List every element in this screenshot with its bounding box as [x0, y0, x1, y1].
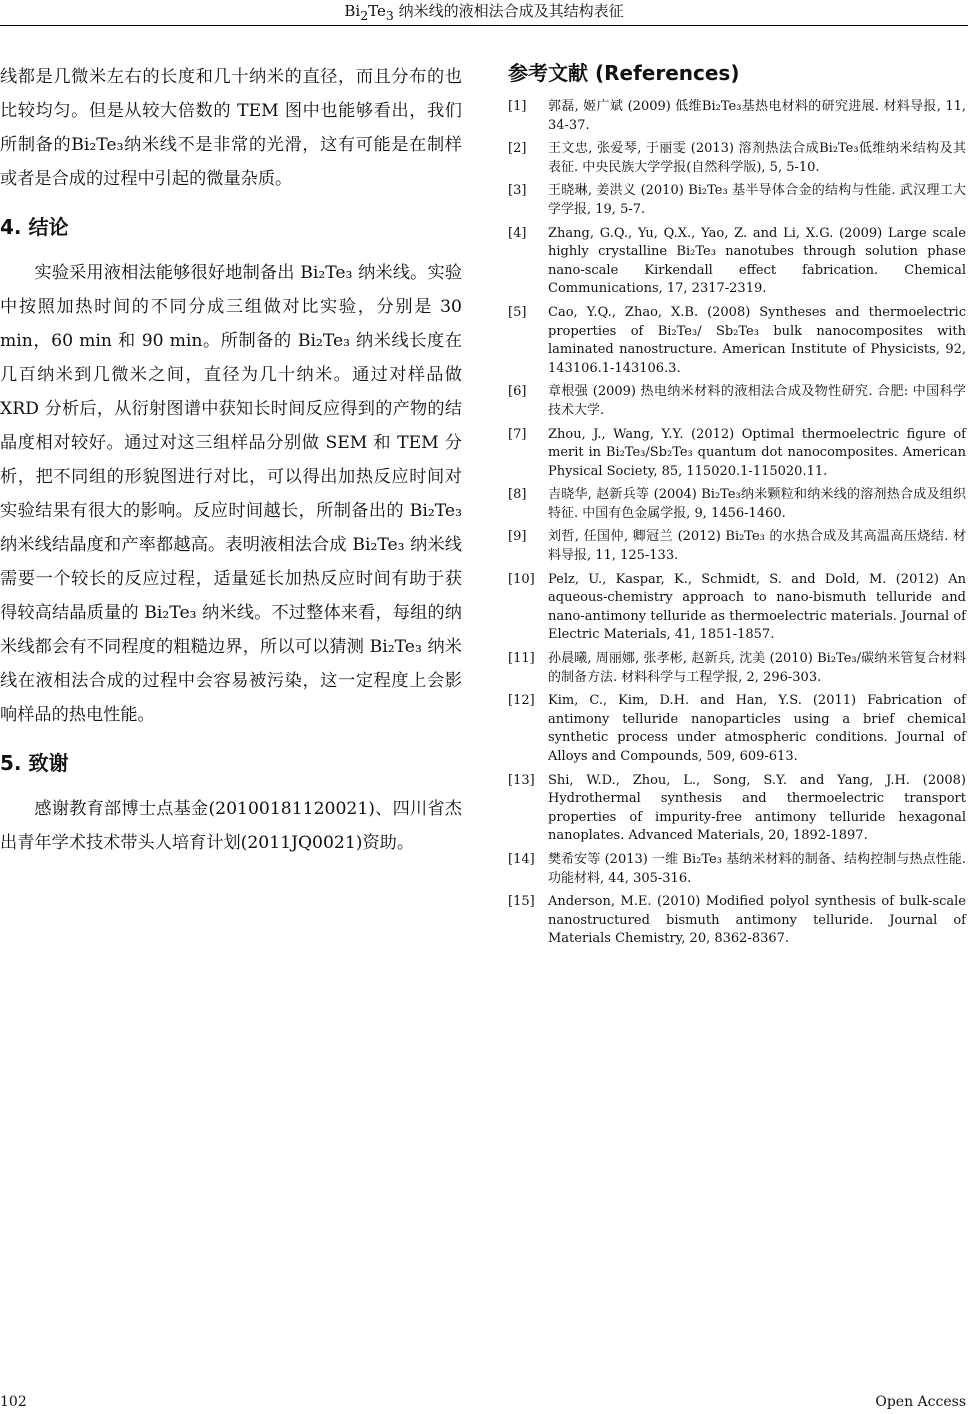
references-title: 参考文献 (References) [508, 61, 740, 85]
reference-number: [10] [508, 571, 535, 587]
reference-item [508, 650, 966, 687]
reference-text: 刘哲, 任国仲, 卿冠兰 (2012) Bi₂Te₃ 的水热合成及其高温高压烧结. 材料导报, 11, 125-133. [548, 529, 966, 564]
body-paragraph: 感谢教育部博士点基金(20100181120021)、四川省杰出青年学术技术带头人培育计划(2011JQ0021)资助。 [0, 799, 462, 853]
reference-number: [13] [508, 772, 535, 788]
reference-item [508, 383, 966, 420]
publisher-label: Open Access [875, 1394, 966, 1410]
references-column [508, 58, 966, 954]
reference-item [508, 98, 966, 135]
left-column [0, 60, 462, 860]
reference-item [508, 426, 966, 482]
reference-text: Zhou, J., Wang, Y.Y. (2012) Optimal thermoelectric figure of merit in Bi₂Te₃/Sb₂Te₃ quantum dot nanocomposites. American Physical Society, 85, 115020.1-115020.11. [548, 426, 966, 479]
reference-item [508, 851, 966, 888]
reference-number: [7] [508, 426, 527, 442]
header-title-pre: Bi [344, 2, 361, 20]
section-heading-conclusion: 4. 结论 [0, 215, 69, 239]
reference-number: [9] [508, 529, 527, 545]
reference-item [508, 692, 966, 766]
reference-item [508, 182, 966, 219]
reference-number: [3] [508, 183, 527, 199]
reference-number: [15] [508, 894, 535, 910]
page-number: 102 [0, 1394, 27, 1410]
reference-number: [8] [508, 487, 527, 503]
reference-item [508, 140, 966, 177]
reference-item [508, 893, 966, 949]
header-title-sub1: 2 [360, 8, 369, 23]
reference-text: Kim, C., Kim, D.H. and Han, Y.S. (2011) Fabrication of antimony telluride nanoparticles using a brief chemical synthetic process under atmospheric conditions. Journal of Alloys and Compounds, 509, 609-613. [548, 693, 966, 764]
reference-item [508, 486, 966, 523]
reference-item [508, 225, 966, 299]
section-heading-acknowledgement: 5. 致谢 [0, 751, 69, 775]
header-divider [0, 25, 968, 26]
reference-number: [12] [508, 693, 535, 709]
reference-text: 樊希安等 (2013) 一维 Bi₂Te₃ 基纳米材料的制备、结构控制与热点性能. 功能材料, 44, 305-316. [548, 851, 966, 886]
header-title-mid: Te [368, 2, 386, 20]
reference-text: 王晓琳, 姜洪义 (2010) Bi₂Te₃ 基半导体合金的结构与性能. 武汉理工大学学报, 19, 5-7. [548, 183, 966, 217]
reference-text: 王文忠, 张爱琴, 于丽雯 (2013) 溶剂热法合成Bi₂Te₃低维纳米结构及其表征. 中央民族大学学报(自然科学版), 5, 5-10. [548, 141, 966, 175]
header-title-post: 纳米线的液相法合成及其结构表征 [393, 2, 624, 20]
reference-item [508, 571, 966, 645]
reference-text: Cao, Y.Q., Zhao, X.B. (2008) Syntheses and thermoelectric properties of Bi₂Te₃/ Sb₂Te₃ bulk nanocomposites with laminated nanostructure. American Institute of Physicists, 92, 143106.1-143106.3. [548, 304, 966, 376]
reference-text: Pelz, U., Kaspar, K., Schmidt, S. and Dold, M. (2012) An aqueous-chemistry approach to nano-bismuth telluride and nano-antimony telluride as thermoelectric materials. Journal of Electric Materials, 41, 1851-1857. [548, 571, 966, 643]
reference-number: [5] [508, 304, 527, 320]
reference-item [508, 304, 966, 378]
reference-text: 郭磊, 姬广斌 (2009) 低维Bi₂Te₃基热电材料的研究进展. 材料导报, 11, 34-37. [548, 99, 966, 133]
running-header [0, 1, 968, 26]
body-paragraph: 线都是几微米左右的长度和几十纳米的直径，而且分布的也比较均匀。但是从较大倍数的 TEM 图中也能够看出，我们所制备的Bi₂Te₃纳米线不是非常的光滑，这有可能是在制样或者是合成的过程中引起的微量杂质。 [0, 67, 462, 189]
reference-text: 吉晓华, 赵新兵等 (2004) Bi₂Te₃纳米颗粒和纳米线的溶剂热合成及组织特征. 中国有色金属学报, 9, 1456-1460. [548, 487, 966, 521]
reference-number: [14] [508, 851, 535, 867]
reference-text: Shi, W.D., Zhou, L., Song, S.Y. and Yang, J.H. (2008) Hydrothermal synthesis and thermoelectric transport properties of impurity-free antimony telluride hexagonal nanoplates. Advanced Materials, 20, 1892-1897. [548, 772, 966, 844]
reference-number: [6] [508, 384, 527, 400]
reference-text: 章根强 (2009) 热电纳米材料的液相法合成及物性研究. 合肥: 中国科学技术大学. [548, 384, 966, 418]
reference-number: [11] [508, 651, 535, 667]
reference-text: 孙晨曦, 周丽娜, 张孝彬, 赵新兵, 沈美 (2010) Bi₂Te₃/碳纳米管复合材料的制备方法. 材料科学与工程学报, 2, 296-303. [548, 651, 966, 685]
reference-number: [1] [508, 99, 527, 114]
reference-number: [4] [508, 225, 527, 241]
reference-text: Zhang, G.Q., Yu, Q.X., Yao, Z. and Li, X.G. (2009) Large scale highly crystalline Bi₂Te₃ nanotubes through solution phase nano-scale Kirkendall effect fabrication. Chemical Communications, 17, 2317-2319. [548, 225, 966, 297]
reference-number: [2] [508, 141, 527, 157]
reference-item [508, 528, 966, 565]
body-paragraph: 实验采用液相法能够很好地制备出 Bi₂Te₃ 纳米线。实验中按照加热时间的不同分成三组做对比实验，分别是 30 min，60 min 和 90 min。所制备的 Bi₂Te₃ 纳米线长度在几百纳米到几微米之间，直径为几十纳米。通过对样品做 XRD 分析后，从衍射图谱中获知长时间反应得到的产物的结晶度相对较好。通过对这三组样品分别做 SEM 和 TEM 分析，把不同组的形貌图进行对比，可以得出加热反应时间对实验结果有很大的影响。反应时间越长，所制备出的 Bi₂Te₃ 纳米线结晶度和产率都越高。表明液相法合成 Bi₂Te₃ 纳米线需要一个较长的反应过程，适量延长加热反应时间有助于获得较高结晶质量的 Bi₂Te₃ 纳米线。不过整体来看，每组的纳米线都会有不同程度的粗糙边界，所以可以猜测 Bi₂Te₃ 纳米线在液相法合成的过程中会容易被污染，这一定程度上会影响样品的热电性能。 [0, 263, 462, 725]
reference-item [508, 772, 966, 846]
reference-text: Anderson, M.E. (2010) Modified polyol synthesis of bulk-scale nanostructured bismuth antimony telluride. Journal of Materials Chemistry, 20, 8362-8367. [548, 894, 966, 947]
header-title-sub2: 3 [385, 8, 394, 23]
